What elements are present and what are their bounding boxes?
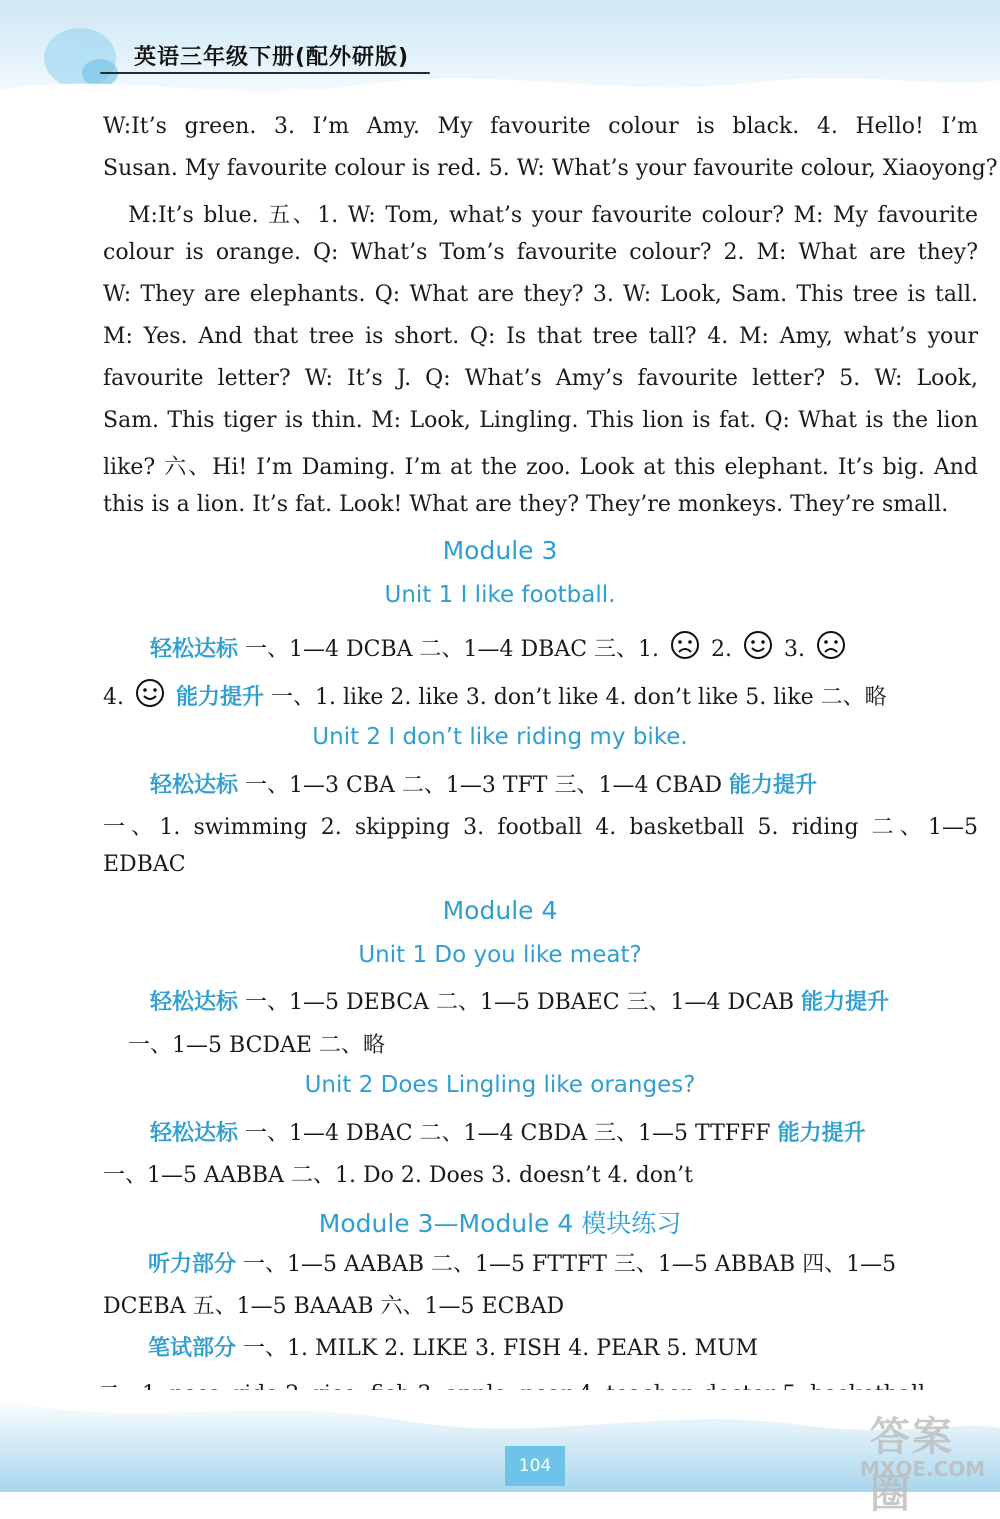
answer-number: 4. [103, 685, 124, 710]
section-label-advanced: 能力提升 [176, 685, 265, 710]
answer-text: 一、1—5 AABAB 二、1—5 FTTFT 三、1—5 ABBAB 四、1—5 [243, 1252, 897, 1277]
bottom-wave-decoration [0, 1390, 1000, 1450]
page-number: 104 [505, 1446, 565, 1486]
answer-text: 一、1. MILK 2. LIKE 3. FISH 4. PEAR 5. MUM [243, 1336, 759, 1361]
m3-u1-line-1 [150, 630, 978, 663]
text-line: EDBAC [103, 852, 186, 877]
section-label-easy: 轻松达标 [150, 1121, 239, 1146]
header-underline [100, 72, 430, 74]
m3-u1-line-2 [103, 678, 978, 711]
answer-text: 一、1. like 2. like 3. don’t like 4. don’t like 5. like 二、略 [271, 685, 887, 710]
section-label-written: 笔试部分 [148, 1336, 237, 1361]
text-line: DCEBA 五、1—5 BAAAB 六、1—5 ECBAD [103, 1294, 565, 1319]
text-line: this is a lion. It’s fat. Look! What are they? They’re monkeys. They’re small. [103, 492, 949, 517]
sad-face-icon [670, 630, 700, 660]
m4-u1-line-1 [150, 985, 978, 1016]
module-4-title: Module 4 [442, 896, 558, 925]
answer-text: 一、1—4 DBAC 二、1—4 CBDA 三、1—5 TTFFF [245, 1121, 771, 1146]
text-line: M:It’s blue. 五、1. W: Tom, what’s your favourite colour? M: My favourite [128, 203, 978, 228]
section-label-listening: 听力部分 [148, 1252, 237, 1277]
text-line: like? 六、Hi! I’m Daming. I’m at the zoo. Look at this elephant. It’s big. And [103, 455, 978, 480]
happy-face-icon [135, 678, 165, 708]
text-line: favourite letter? W: It’s J. Q: What’s Amy’s favourite letter? 5. W: Look, [103, 366, 978, 391]
practice-line-3 [148, 1331, 978, 1362]
text-line: W: They are elephants. Q: What are they? 3. W: Look, Sam. This tree is tall. [103, 282, 978, 307]
answer-text: 一、1—4 DCBA 二、1—4 DBAC 三、1. [245, 637, 660, 662]
answer-number: 3. [784, 637, 806, 662]
text-line: Sam. This tiger is thin. M: Look, Lingling. This lion is fat. Q: What is the lion [103, 408, 978, 433]
section-label-advanced: 能力提升 [777, 1121, 866, 1146]
text-line: W:It’s green. 3. I’m Amy. My favourite colour is black. 4. Hello! I’m [103, 114, 978, 139]
watermark-url: MXQE.COM [860, 1457, 986, 1481]
page-header-title: 英语三年级下册(配外研版) [134, 45, 410, 70]
happy-face-icon [743, 630, 773, 660]
text-line: M: Yes. And that tree is short. Q: Is that tree tall? 4. M: Amy, what’s your [103, 324, 978, 349]
answer-number: 2. [711, 637, 733, 662]
module-3-unit-2-title: Unit 2 I don’t like riding my bike. [312, 724, 688, 750]
answer-text: 一、1—3 CBA 二、1—3 TFT 三、1—4 CBAD [245, 773, 722, 798]
module-3-unit-1-title: Unit 1 I like football. [384, 582, 616, 608]
answer-text: 一、1—5 DEBCA 二、1—5 DBAEC 三、1—4 DCAB [245, 990, 795, 1015]
module-3-title: Module 3 [442, 536, 558, 565]
section-label-easy: 轻松达标 [150, 637, 239, 662]
m3-u2-line-1 [150, 768, 978, 799]
text-line: 一、1—5 BCDAE 二、略 [128, 1033, 385, 1058]
m4-u2-line-1 [150, 1116, 978, 1147]
site-watermark [860, 1405, 990, 1517]
watermark-logo-text: 答案圈 [870, 1414, 954, 1517]
section-label-advanced: 能力提升 [729, 773, 818, 798]
text-line: 一、1. swimming 2. skipping 3. football 4. basketball 5. riding 二、1—5 [103, 815, 978, 840]
module-4-unit-2-title: Unit 2 Does Lingling like oranges? [304, 1072, 696, 1098]
module-4-unit-1-title: Unit 1 Do you like meat? [358, 942, 642, 968]
text-line: 一、1—5 AABBA 二、1. Do 2. Does 3. doesn’t 4. don’t [103, 1163, 693, 1188]
module-practice-title: Module 3—Module 4 模块练习 [318, 1209, 682, 1238]
practice-line-1 [148, 1247, 978, 1278]
text-line: Susan. My favourite colour is red. 5. W: What’s your favourite colour, Xiaoyong? [103, 156, 998, 181]
section-label-easy: 轻松达标 [150, 773, 239, 798]
section-label-easy: 轻松达标 [150, 990, 239, 1015]
sad-face-icon [816, 630, 846, 660]
section-label-advanced: 能力提升 [801, 990, 890, 1015]
text-line: colour is orange. Q: What’s Tom’s favourite colour? 2. M: What are they? [103, 240, 978, 265]
